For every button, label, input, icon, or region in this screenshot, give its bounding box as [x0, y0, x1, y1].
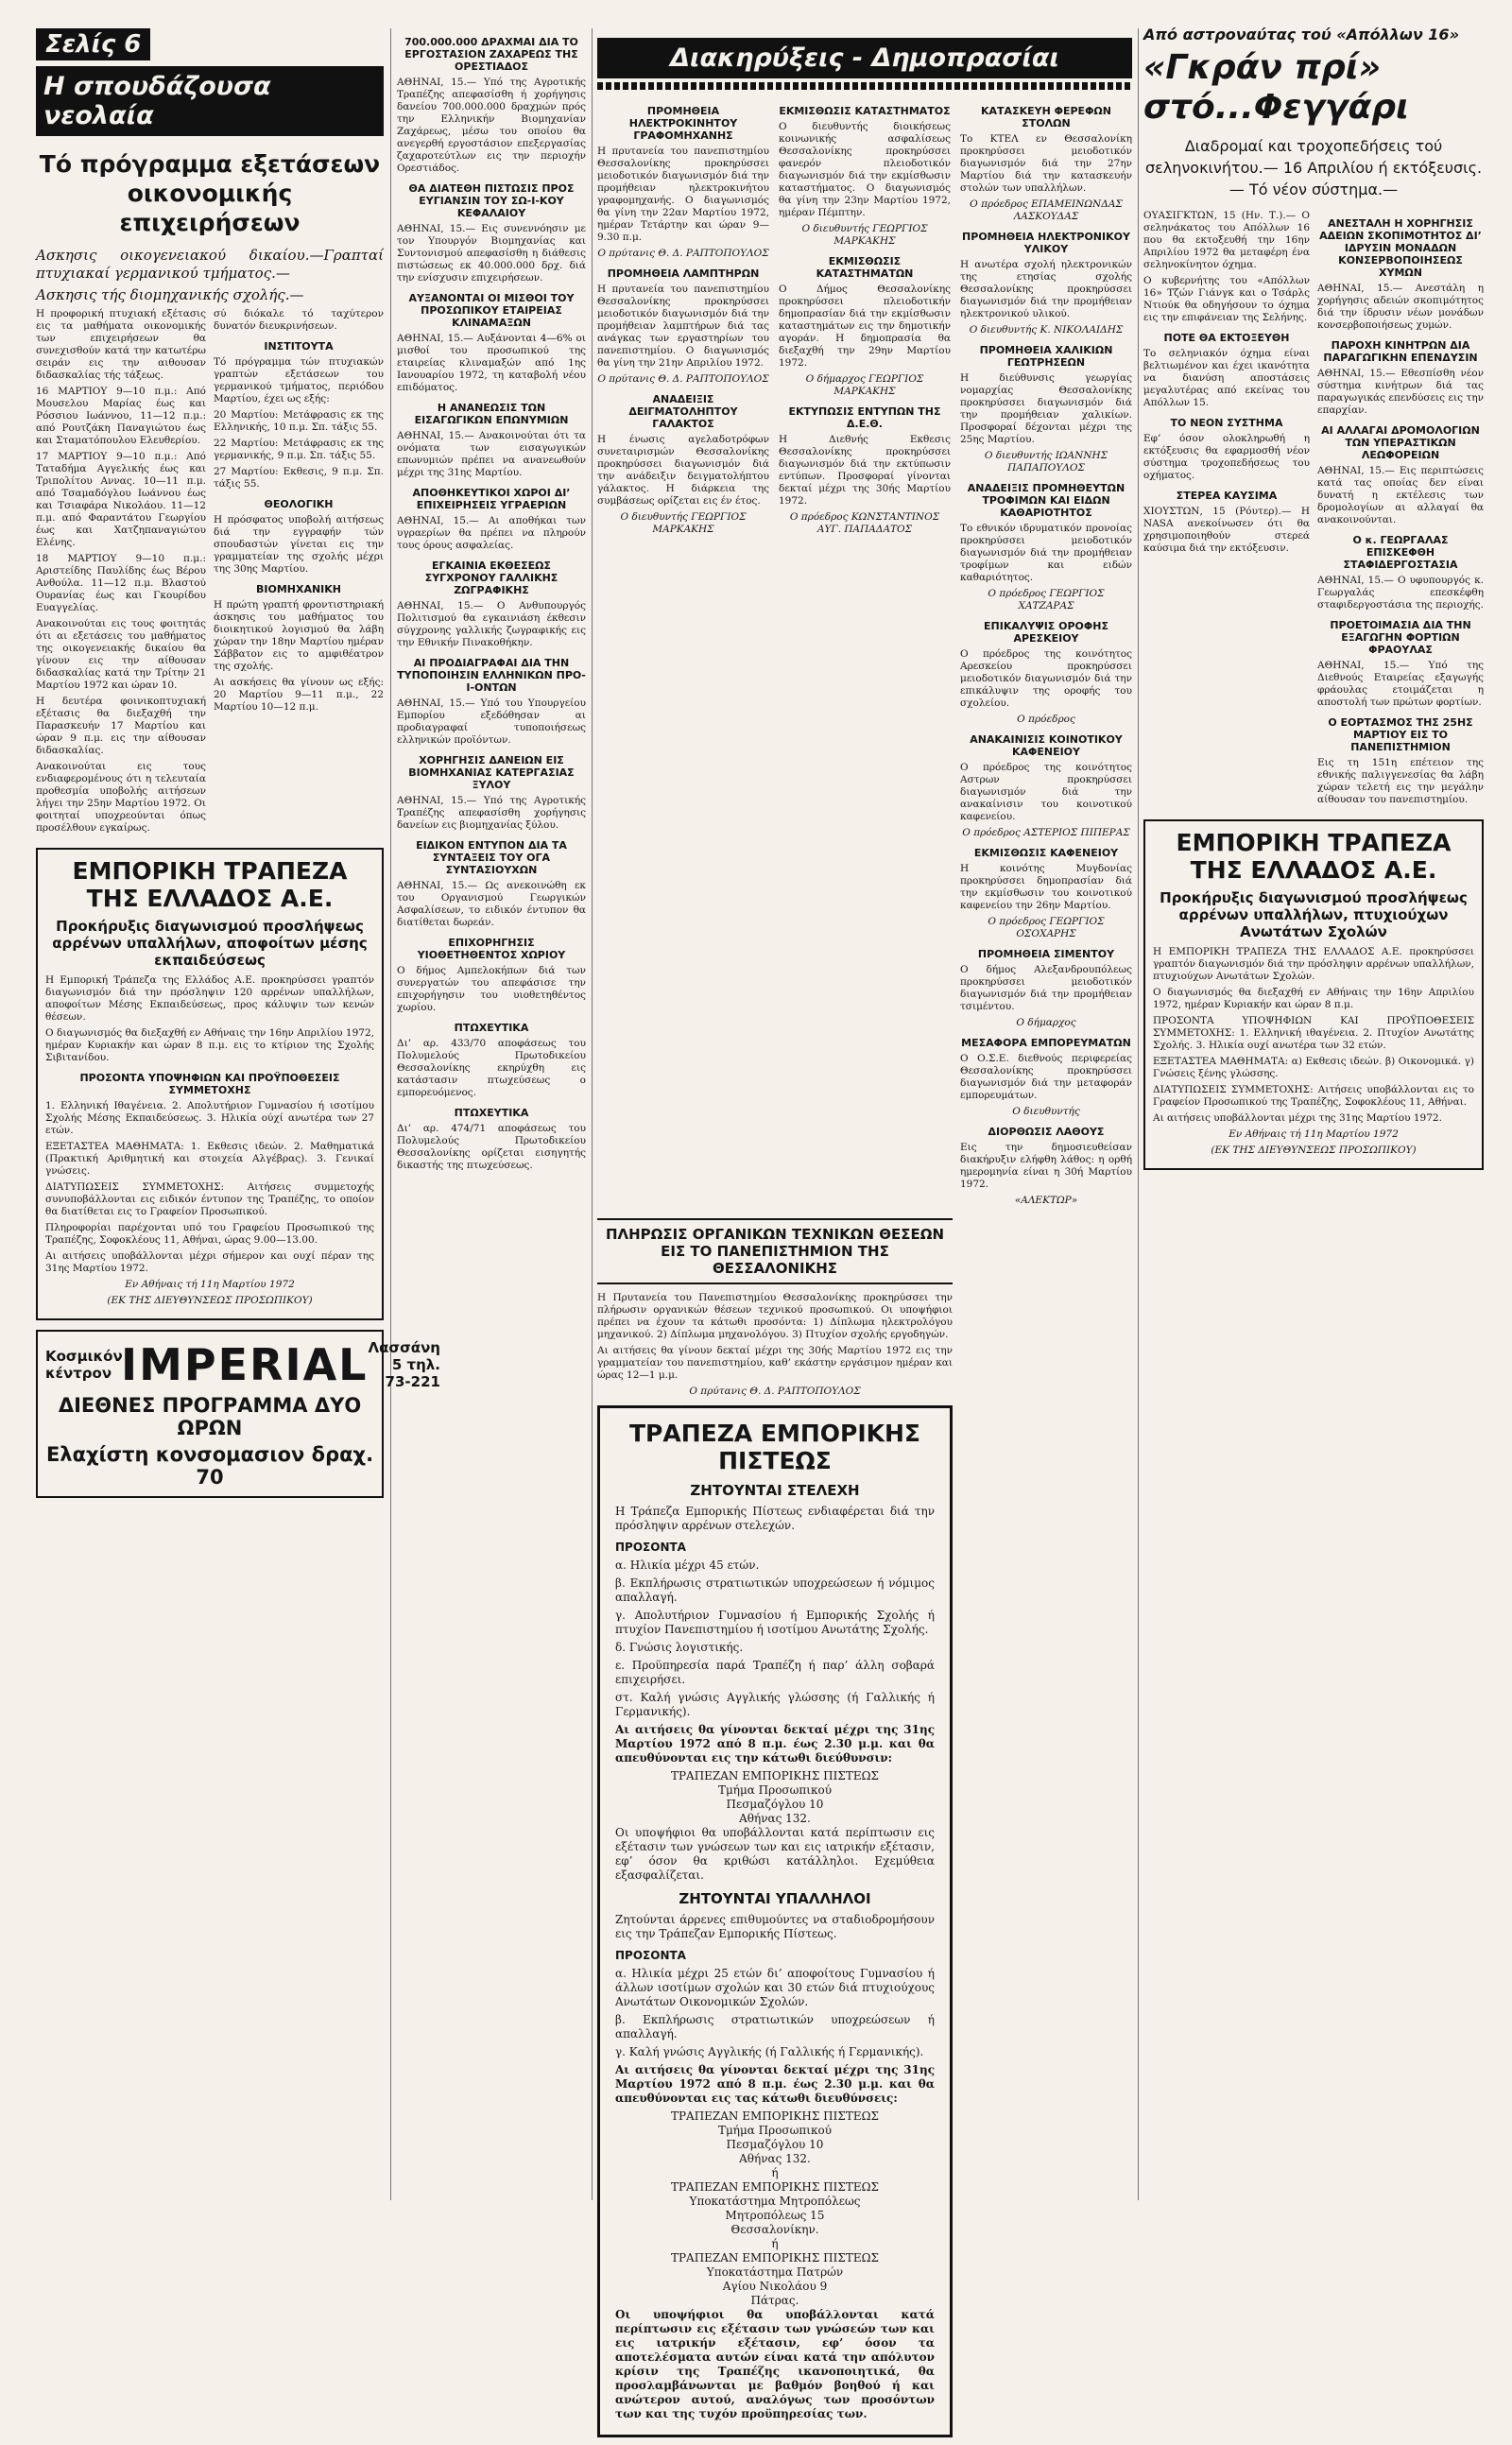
notice-item: [397, 292, 586, 394]
bank-advertisement: [36, 848, 384, 1320]
paragraph: Οι υποψήφιοι θα υποβάλλονται κατά περίπτωσιν εις εξέτασιν των γνώσεών των και εις ιατρικήν εξέτασιν, εφ’ όσον τα αποτελέσματα αυτών είναι κατά την απόλυτον κρίσιν της Τραπέζης ικανοποιητικά, θα προσλαμβάνωνται με βαθμόν βοηθού ή και ανώτερον αυτού, αναλόγως των προσόντων των και της τυχόν προϋπηρεσίας των.: [615, 2308, 935, 2420]
paragraph: Το σεληνιακόν όχημα είναι βελτιωμένον και έχει ικανότητα να διανύση αποστάσεις μεγαλυτέρας από εκείνας του Απόλλων 15.: [1143, 348, 1310, 408]
item-title: 700.000.000 ΔΡΑΧΜΑΙ ΔΙΑ ΤΟ ΕΡΓΟΣΤΑΣΙΟΝ ΖΑΧΑΡΕΩΣ ΤΗΣ ΟΡΕΣΤΙΑΔΟΣ: [404, 36, 578, 73]
subsection-heading: ΣΤΕΡΕΑ ΚΑΥΣΙΜΑ: [1176, 490, 1278, 502]
list-item: Τμήμα Προσωπικού: [717, 1783, 833, 1797]
item-text: Ο δήμος Αμπελοκήπων διά των συνεργατών του απεφάσισε την επιχορήγησιν του υιοθετηθέντος χωρίου.: [397, 965, 586, 1013]
item-text: Η πρυτανεία του πανεπιστημίου Θεσσαλονίκης προκηρύσσει μειοδοτικόν διαγωνισμόν διά την προμήθειαν ηλεκτροκινήτου γραφομηχανής. Ο διαγωνισμός θα γίνη την 22αν Μαρτίου 1972, ημέραν Τετάρτην και ώραν 9—9.30 π.μ.: [597, 146, 769, 243]
notice-item: [1317, 534, 1484, 611]
imperial-program: ΔΙΕΘΝΕΣ ΠΡΟΓΡΑΜΜΑ ΔΥΟ ΩΡΩΝ: [58, 1394, 362, 1439]
notice-title: ΠΛΗΡΩΣΙΣ ΟΡΓΑΝΙΚΩΝ ΤΕΧΝΙΚΩΝ ΘΕΣΕΩΝ ΕΙΣ ΤΟ ΠΑΝΕΠΙΣΤΗΜΙΟΝ ΤΗΣ ΘΕΣΣΑΛΟΝΙΚΗΣ: [597, 1218, 953, 1284]
ad-signature: (ΕΚ ΤΗΣ ΔΙΕΥΘΥΝΣΕΩΣ ΠΡΟΣΩΠΙΚΟΥ): [1211, 1145, 1417, 1156]
notice-item: [960, 620, 1132, 726]
item-text: Ο πρόεδρος της κοινότητος Αστρων προκηρύσσει διαγωνισμόν διά την ανακαίνισιν του κοινοτικού καφενείου.: [960, 762, 1132, 822]
ad-date: Εν Αθήναις τή 11η Μαρτίου 1972: [125, 1279, 295, 1290]
paragraph: Ο διαγωνισμός θα διεξαχθή εν Αθήναις την 16ην Απριλίου 1972, ημέραν Κυριακήν και ώραν 8 π.μ.: [1153, 987, 1474, 1010]
list-item: Πεσμαζόγλου 10: [726, 1798, 824, 1811]
paragraph: Ανακοινούται εις τους ενδιαφερομένους ότι η τελευταία προθεσμία υποβολής αιτήσεων λήγει την 25ην Μαρτίου 1972. Οι φοιτηταί υποχρεούνται όπως προσέλθουν εγκαίρως.: [36, 761, 206, 834]
paragraph: Ζητούνται άρρενες επιθυμούντες να σταδιοδρομήσουν εις την Τράπεζαν Εμπορικής Πίστεως.: [615, 1913, 935, 1940]
item-title: Ο ΕΟΡΤΑΣΜΟΣ ΤΗΣ 25ΗΣ ΜΑΡΤΙΟΥ ΕΙΣ ΤΟ ΠΑΝΕΠΙΣΤΗΜΙΟΝ: [1328, 716, 1473, 753]
item-signature: Ο διευθυντής ΓΕΩΡΓΙΟΣ ΜΑΡΚΑΚΗΣ: [620, 511, 747, 535]
paragraph: Ανακοινούται εις τους φοιτητάς ότι αι εξετάσεις του μαθήματος της οικογενειακής δικαίου θα γίνουν εις την αίθουσαν διδασκαλίας κατά την Τρίτην 21 Μαρτίου 1972 και ώραν 10.: [36, 618, 206, 691]
section-title: Διακηρύξεις - Δημοπρασίαι: [597, 38, 1132, 78]
item-title: ΠΡΟΜΗΘΕΙΑ ΛΑΜΠΤΗΡΩΝ: [607, 267, 760, 280]
item-text: ΑΘΗΝΑΙ, 15.— Υπό του Υπουργείου Εμπορίου εξεδόθησαν αι προδιαγραφαί τυποποιήσεως ελληνικών προϊόντων.: [397, 697, 586, 746]
column-student-youth: [36, 28, 440, 1498]
notice-item: [397, 754, 586, 832]
column-rule: [592, 28, 593, 2200]
paragraph: Ο διαγωνισμός θα διεξαχθή εν Αθήναις την 16ην Απριλίου 1972, ημέραν Κυριακήν και ώραν 8 π.μ. εις το κτίριον της Σχολής Σιβιτανίδου.: [45, 1027, 374, 1063]
item-text: Ο διευθυντής διοικήσεως κοινωνικής ασφαλίσεως Θεσσαλονίκης προκηρύσσει φανερόν πλειοδοτικόν διαγωνισμόν διά την εκμίσθωσιν καταστήματος. Ο διαγωνισμός θα γίνη την 23ην Μαρτίου 1972, ημέραν Πέμπτην.: [779, 121, 951, 218]
subsection-heading: ΠΟΤΕ ΘΑ ΕΚΤΟΞΕΥΘΗ: [1163, 332, 1290, 344]
list-item: ή: [771, 2237, 779, 2250]
item-title: ΕΚΜΙΣΘΩΣΙΣ ΚΑΦΕΝΕΙΟΥ: [973, 847, 1119, 859]
item-text: Η Διεθνής Εκθεσις Θεσσαλονίκης προκηρύσσει διαγωνισμόν διά την εκτύπωσιν εντύπων. Προσφοραί γίνονται δεκταί μέχρι της 30ής Μαρτίου 1972.: [779, 434, 951, 507]
paragraph: Ο κυβερνήτης του «Απόλλων 16» Τζών Γιάνγκ και ο Τσάρλς Ντιούκ θα οδηγήσουν το όχημα εις την επιφάνειαν της Σελήνης.: [1143, 275, 1310, 323]
item-title: ΠΡΟΜΗΘΕΙΑ ΗΛΕΚΤΡΟΚΙΝΗΤΟΥ ΓΡΑΦΟΜΗΧΑΝΗΣ: [628, 105, 738, 142]
notice-signature: Ο πρύτανις Θ. Δ. ΡΑΠΤΟΠΟΥΛΟΣ: [689, 1386, 861, 1397]
list-item: α. Ηλικία μέχρι 25 ετών δι’ αποφοίτους Γυμνασίου ή άλλων ισοτίμων σχολών και 30 ετών διά πτυχιούχους Ανωτάτων Οικονομικών Σχολών.: [615, 1967, 935, 2008]
item-title: ΧΟΡΗΓΗΣΙΣ ΔΑΝΕΙΩΝ ΕΙΣ ΒΙΟΜΗΧΑΝΙΑΣ ΚΑΤΕΡΓΑΣΙΑΣ ΞΥΛΟΥ: [408, 754, 575, 791]
qualifications-label: ΠΡΟΣΟΝΤΑ: [615, 1541, 686, 1554]
item-title: ΠΡΟΕΤΟΙΜΑΣΙΑ ΔΙΑ ΤΗΝ ΕΞΑΓΩΓΗΝ ΦΟΡΤΙΩΝ ΦΡΑΟΥΛΑΣ: [1330, 619, 1471, 656]
notice-item: [960, 1037, 1132, 1118]
item-signature: Ο δήμαρχος ΓΕΩΡΓΙΟΣ ΜΑΡΚΑΚΗΣ: [805, 373, 924, 397]
item-text: Η πρυτανεία του πανεπιστημίου Θεσσαλονίκης προκηρύσσει μειοδοτικόν διαγωνισμόν διά την προμήθειαν λαμπτήρων διά τας ανάγκας των εργαστηρίων του πανεπιστημίου. Ο διαγωνισμός θα γίνη την 21ην Απριλίου 1972.: [597, 284, 769, 369]
paragraph: Η πρώτη γραπτή φροντιστηριακή άσκησις του μαθήματος του διοικητικού λογισμού θα λάβη χώραν την 18ην Μαρτίου ημέραν Σάββατον εις το αμφιθέατρον της σχολής.: [214, 599, 384, 672]
deck: Διαδρομαί και τροχοπεδήσεις τού σεληνοκινήτου.— 16 Απριλίου ή εκτόξευσις.— Τό νέον σύστημα.—: [1144, 137, 1483, 198]
paragraph: Αι αιτήσεις υποβάλλονται μέχρι σήμερον και ουχί πέραν της 31ης Μαρτίου 1972.: [45, 1250, 374, 1274]
item-text: ΑΘΗΝΑΙ, 15.— Ανεστάλη η χορήγησις αδειών σκοπιμότητος διά την ίδρυσιν νέων μονάδων κονσερβοποιήσεως χυμών.: [1317, 283, 1484, 331]
item-signature: Ο πρόεδρος ΓΕΩΡΓΙΟΣ ΟΣΟΧΑΡΗΣ: [988, 916, 1105, 939]
paragraph: 27 Μαρτίου: Εκθεσις, 9 π.μ. Σπ. τάξις 55.: [214, 466, 384, 490]
item-text: ΑΘΗΝΑΙ, 15.— Ο Ανθυπουργός Πολιτισμού θα εγκαινιάση έκθεσιν σύγχρονης γαλλικής ζωγραφικής εις την Εθνικήν Πινακοθήκην.: [397, 600, 586, 648]
notice-item: [397, 182, 586, 284]
list-item: στ. Καλή γνώσις Αγγλικής γλώσσης (ή Γαλλικής ή Γερμανικής).: [615, 1691, 935, 1718]
item-text: Ο πρόεδρος της κοινότητος Αρεσκείου προκηρύσσει μειοδοτικόν διαγωνισμόν διά την επικάλυψιν της οροφής του σχολείου.: [960, 648, 1132, 709]
item-signature: Ο διευθυντής Κ. ΝΙΚΟΛΑΙΔΗΣ: [969, 324, 1124, 336]
list-item: Υποκατάστημα Πατρών: [706, 2265, 844, 2279]
hero-headline: «Γκράν πρί» στό...Φεγγάρι: [1143, 48, 1409, 127]
tenders-left: [597, 97, 769, 1211]
list-item: Αγίου Νικολάου 9: [722, 2280, 828, 2293]
subsection-heading: ΘΕΟΛΟΓΙΚΗ: [264, 498, 334, 510]
item-title: ΠΡΟΜΗΘΕΙΑ ΧΑΛΙΚΙΩΝ ΓΕΩΤΡΗΣΕΩΝ: [979, 344, 1113, 369]
notice-item: [1317, 339, 1484, 417]
item-signature: Ο δήμαρχος: [1016, 1017, 1076, 1028]
notice-item: [960, 733, 1132, 839]
notice-item: [960, 231, 1132, 336]
item-title: ΔΙΟΡΘΩΣΙΣ ΛΑΘΟΥΣ: [988, 1126, 1105, 1138]
paragraph: 17 ΜΑΡΤΙΟΥ 9—10 π.μ.: Από Ταταδήμα Αγγελικής έως και Τριπολίτου Αννας. 10—11 π.μ. από Τσαμαδόγλου Ιωάννου έως και Τσιαφάρα Νικολάου. 11—12 π.μ. από Φαραντάτου Γεωργίου έως και Χατζηπαναγιώτου Ελένης.: [36, 451, 206, 548]
list-item: ΤΡΑΠΕΖΑΝ ΕΜΠΟΡΙΚΗΣ ΠΙΣΤΕΩΣ: [670, 2180, 880, 2194]
item-text: Η διεύθυνσις γεωργίας νομαρχίας Θεσσαλονίκης προκηρύσσει διαγωνισμόν διά την προμήθειαν χαλικίων. Προσφοραί δέχονται μέχρι της 25ης Μαρτίου.: [960, 372, 1132, 445]
list-item: Τμήμα Προσωπικού: [717, 2124, 833, 2137]
notice-item: [779, 405, 951, 536]
list-item: δ. Γνώσις λογιστικής.: [615, 1641, 744, 1654]
item-text: ΑΘΗΝΑΙ, 15.— Αυξάνονται 4—6% οι μισθοί του προσωπικού της εταιρείας κλιναμαξών από 1ης Ιανουαρίου 1972, τη καταβολή νέου επιδόματος.: [397, 333, 586, 393]
item-signature: Ο πρόεδρος ΑΣΤΕΡΙΟΣ ΠΙΠΕΡΑΣ: [962, 827, 1130, 838]
ad-signature: (ΕΚ ΤΗΣ ΔΙΕΥΘΥΝΣΕΩΣ ΠΡΟΣΩΠΙΚΟΥ): [107, 1295, 313, 1306]
notice-item: [779, 105, 951, 248]
apollo-article: [1143, 210, 1310, 810]
paragraph: Η Τράπεζα Εμπορικής Πίστεως ενδιαφέρεται διά την πρόσληψιν αρρένων στελεχών.: [615, 1505, 935, 1532]
paragraph: ΕΞΕΤΑΣΤΕΑ ΜΑΘΗΜΑΤΑ: 1. Εκθεσις ιδεών. 2. Μαθηματικά (Πρακτική Αριθμητική και στοιχεία Αλγέβρας). 3. Γενικαί γνώσεις.: [45, 1141, 374, 1177]
paragraph: Πληροφορίαι παρέχονται υπό του Γραφείου Προσωπικού της Τραπέζης, Σοφοκλέους 11, Αθήναι, ώρας 9.00—13.00.: [45, 1222, 374, 1246]
item-text: ΑΘΗΝΑΙ, 15.— Εις περιπτώσεις κατά τας οποίας δεν είναι δυνατή η εκτέλεσις των δρομολογίων αι αλλαγαί θα ανακοινούνται.: [1317, 465, 1484, 525]
page-label: Σελίς 6: [36, 28, 150, 60]
imperial-minimum: Ελαχίστη κονσομασιον δραχ. 70: [45, 1443, 374, 1489]
article-body-continued: [214, 308, 384, 838]
paragraph: ΔΙΑΤΥΠΩΣΕΙΣ ΣΥΜΜΕΤΟΧΗΣ: Αιτήσεις συμμετοχής συνυποβάλλονται εις ειδικόν έντυπον της Τραπέζης, το οποίον θα διατίθεται εις το Γραφείον Προσωπικού.: [45, 1181, 374, 1217]
column-news-briefs: [397, 28, 586, 1176]
notice-item: [397, 36, 586, 175]
paragraph: 20 Μαρτίου: Μετάφρασις εκ της Ελληνικής, 10 π.μ. Σπ. τάξις 55.: [214, 409, 384, 433]
trapeza-emporikis-pisteos-ad: [597, 1405, 953, 2437]
list-item: Υποκατάστημα Μητροπόλεως: [689, 2195, 861, 2208]
item-title: ΠΑΡΟΧΗ ΚΙΝΗΤΡΩΝ ΔΙΑ ΠΑΡΑΓΩΓΙΚΗΝ ΕΠΕΝΔΥΣΙΝ: [1323, 339, 1478, 364]
subsection-heading: ΒΙΟΜΗΧΑΝΙΚΗ: [255, 583, 341, 595]
item-text: ΑΘΗΝΑΙ, 15.— Υπό της Διεθνούς Εταιρείας εξαγωγής φράουλας ετοιμάζεται η αποστολή των πρώτων φορτίων.: [1317, 660, 1484, 708]
notice-item: [960, 105, 1132, 223]
paragraph: ΕΞΕΤΑΣΤΕΑ ΜΑΘΗΜΑΤΑ: α) Εκθεσις ιδεών. β) Οικονομικά. γ) Γνώσεις ξένης γλώσσης.: [1153, 1056, 1474, 1079]
notice-item: [397, 937, 586, 1014]
notice-item: [597, 105, 769, 260]
item-text: Η ένωσις αγελαδοτρόφων συνεταιρισμών Θεσσαλονίκης προκηρύσσει διαγωνισμόν διά την ανάδειξιν δειγματολήπτου γάλακτος. Η διάρκεια της συμβάσεως ορίζεται εις έν έτος.: [597, 434, 769, 507]
item-title: ΠΤΩΧΕΥΤΙΚΑ: [454, 1107, 529, 1119]
item-signature: Ο διευθυντής: [1012, 1106, 1080, 1117]
item-text: Ο δήμος Αλεξανδρουπόλεως προκηρύσσει μειοδοτικόν διαγωνισμόν διά την προμήθειαν τσιμέντου.: [960, 964, 1132, 1012]
list-item: Θεσσαλονίκην.: [730, 2223, 819, 2236]
list-item: Πάτρας.: [750, 2294, 799, 2307]
ad-title: ΕΜΠΟΡΙΚΗ ΤΡΑΠΕΖΑ ΤΗΣ ΕΛΛΑΔΟΣ Α.Ε.: [1176, 829, 1452, 884]
item-title: ΕΚΜΙΣΘΩΣΙΣ ΚΑΤΑΣΤΗΜΑΤΟΣ: [779, 105, 951, 117]
item-title: ΚΑΤΑΣΚΕΥΗ ΦΕΡΕΦΩΝ ΣΤΟΛΩΝ: [981, 105, 1111, 129]
qualifications-list: [615, 1558, 935, 1719]
imperial-address: Λασσάνη 5 τηλ. 73-221: [368, 1339, 440, 1390]
paragraph: Τό πρόγραμμα τών πτυχιακών γραπτών εξετάσεων του γερμανικού τμήματος, περιόδου Μαρτίου, έχει ως εξής:: [214, 356, 384, 405]
list-item: β. Εκπλήρωσις στρατιωτικών υποχρεώσεων ή απαλλαγή.: [615, 2013, 935, 2040]
item-title: ΑΙ ΑΛΛΑΓΑΙ ΔΡΟΜΟΛΟΓΙΩΝ ΤΩΝ ΥΠΕΡΑΣΤΙΚΩΝ ΛΕΩΦΟΡΕΙΩΝ: [1321, 424, 1480, 461]
item-title: ΕΠΙΧΟΡΗΓΗΣΙΣ ΥΙΟΘΕΤΗΘΕΝΤΟΣ ΧΩΡΙΟΥ: [417, 937, 566, 961]
item-text: ΑΘΗΝΑΙ, 15.— Εθεσπίσθη νέον σύστημα κινήτρων διά τας παραγωγικάς επενδύσεις εις την επαρχίαν.: [1317, 368, 1484, 416]
qualifications-label: ΠΡΟΣΟΝΤΑ: [615, 1949, 686, 1962]
paragraph: ΟΥΑΣΙΓΚΤΩΝ, 15 (Ην. Τ.).— Ο σεληνάκατος του Απόλλων 16 που θα εκτοξευθή την 16ην Απριλίου 1972 θα μεταφέρη ένα σεληνοκίνητον όχημα.: [1143, 210, 1310, 270]
paragraph: Η ΕΜΠΟΡΙΚΗ ΤΡΑΠΕΖΑ ΤΗΣ ΕΛΛΑΔΟΣ Α.Ε. προκηρύσσει γραπτόν διαγωνισμόν διά την πρόσληψιν αρρένων υπαλλήλων, πτυχιούχων Ανωτάτων Σχολών.: [1153, 946, 1474, 982]
notice-item: [397, 560, 586, 649]
notice-item: [397, 1107, 586, 1172]
paragraph: Αι αιτήσεις θα γίνονται δεκταί μέχρι της 31ης Μαρτίου 1972 από 8 π.μ. έως 2.30 μ.μ. και θα απευθύνονται εις την κάτωθι διεύθυνσιν:: [615, 1723, 935, 1765]
item-text: ΑΘΗΝΑΙ, 15.— Υπό της Αγροτικής Τραπέζης απεφασίσθη ή χορήγησις δανείου 700.000.000 δραχμών πρός την Ελληνικήν Βιομηχανίαν Ζαχάρεως, μέσω του οποίου θα ανεγερθή εργοστάσιον επεξεργασίας ζαχαροτεύτλων εις την περιοχήν Ορεστιάδος.: [397, 77, 586, 174]
item-title: ΠΡΟΜΗΘΕΙΑ ΗΛΕΚΤΡΟΝΙΚΟΥ ΥΛΙΚΟΥ: [962, 231, 1130, 255]
notice-item: [1317, 424, 1484, 526]
column-apollo: [1143, 28, 1484, 1179]
list-item: γ. Απολυτήριον Γυμνασίου ή Εμπορικής Σχολής ή πτυχίον Πανεπιστημίου ή ισοτίμου Ανωτάτης Σχολής.: [615, 1609, 935, 1636]
item-title: ΠΤΩΧΕΥΤΙΚΑ: [454, 1022, 529, 1034]
item-text: Η ανωτέρα σχολή ηλεκτρονικών της ετησίας σχολής Θεσσαλονίκης προκηρύσσει διαγωνισμόν διά την προμήθειαν ηλεκτρονικού υλικού.: [960, 259, 1132, 319]
paragraph: Η Εμπορική Τράπεζα της Ελλάδος Α.Ε. προκηρύσσει γραπτόν διαγωνισμόν διά την πρόσληψιν 120 αρρένων υπαλλήλων, αποφοίτων Μέσης Εκπαιδεύσεως, προς κάλυψιν των κενών θέσεων.: [45, 974, 374, 1023]
subsection-heading: ΠΡΟΣΟΝΤΑ ΥΠΟΨΗΦΙΩΝ ΚΑΙ ΠΡΟΫΠΟΘΕΣΕΙΣ ΣΥΜΜΕΤΟΧΗΣ: [79, 1072, 340, 1096]
subsection-heading: ΤΟ ΝΕΟΝ ΣΥΣΤΗΜΑ: [1170, 417, 1283, 429]
paragraph: Η προφορική πτυχιακή εξέτασις εις τα μαθήματα οικονομικής των επιχειρήσεων θα συνεχισθούν κατά την κατωτέρω σειράν εις την αιθουσαν διδασκαλίας τής τάξεως.: [36, 308, 206, 381]
list-item: Αθήνας 132.: [739, 1812, 811, 1825]
notice-item: [397, 657, 586, 747]
paragraph: ΔΙΑΤΥΠΩΣΕΙΣ ΣΥΜΜΕΤΟΧΗΣ: Αιτήσεις υποβάλλονται εις το Γραφείον Προσωπικού της Τραπέζης, Σοφοκλέους 11, Αθήναι.: [1153, 1084, 1474, 1108]
item-title: ΑΙ ΠΡΟΔΙΑΓΡΑΦΑΙ ΔΙΑ ΤΗΝ ΤΥΠΟΠΟΙΗΣΙΝ ΕΛΛΗΝΙΚΩΝ ΠΡΟ-Ι-ΟΝΤΩΝ: [397, 657, 586, 694]
ad-subtitle: Προκήρυξις διαγωνισμού προσλήψεως αρρένων υπαλλήλων, αποφοίτων μέσης εκπαιδεύσεως: [52, 918, 368, 969]
item-signature: Ο πρόεδρος ΕΠΑΜΕΙΝΩΝΔΑΣ ΛΑΣΚΟΥΔΑΣ: [970, 198, 1123, 222]
tenders-right: [960, 97, 1132, 1211]
bank-advertisement: [1143, 819, 1484, 1170]
item-text: ΑΘΗΝΑΙ, 15.— Αι αποθήκαι των υγραερίων θα πρέπει να πληρούν τους όρους ασφαλείας.: [397, 515, 586, 551]
item-text: ΑΘΗΝΑΙ, 15.— Εις συνεννόησιν με τον Υπουργόν Βιομηχανίας και Συντονισμού απεφασίσθη η διάθεσις πιστώσεως εκ 40.000.000 δρχ. διά την ενίσχυσιν επιχειρήσεων.: [397, 223, 586, 284]
ad-date: Εν Αθήναις τή 11η Μαρτίου 1972: [1228, 1128, 1399, 1140]
notice-item: [960, 1126, 1132, 1207]
paragraph: Η Πρυτανεία του Πανεπιστημίου Θεσσαλονίκης προκηρύσσει την πλήρωσιν οργανικών θέσεων τεχνικού προσωπικού. Οι υποψήφιοι πρέπει να έχουν τα κάτωθι προσόντα: 1) Δίπλωμα ηλεκτρολόγου μηχανικού. 2) Δίπλωμα μηχανολόγου. 3) Πτυχίον σχολής εργοδηγών.: [597, 1292, 953, 1340]
item-signature: «ΑΛΕΚΤΩΡ»: [1014, 1195, 1078, 1206]
item-title: ΑΥΞΑΝΟΝΤΑΙ ΟΙ ΜΙΣΘΟΙ ΤΟΥ ΠΡΟΣΩΠΙΚΟΥ ΕΤΑΙΡΕΙΑΣ ΚΛΙΝΑΜΑΞΩΝ: [408, 292, 575, 329]
university-notice: [597, 1218, 953, 1398]
item-text: Ο Ο.Σ.Ε. διεθνούς περιφερείας Θεσσαλονίκης προκηρύσσει διαγωνισμόν διά την μεταφοράν εμπορευμάτων.: [960, 1053, 1132, 1101]
item-signature: Ο διευθυντής ΓΕΩΡΓΙΟΣ ΜΑΡΚΑΚΗΣ: [801, 223, 928, 247]
address-block: [615, 1769, 935, 1826]
item-text: Το ΚΤΕΛ εν Θεσσαλονίκη προκηρύσσει μειοδοτικόν διαγωνισμόν διά την 27ην Μαρτίου διά την κατασκευήν στολών των υπαλλήλων.: [960, 133, 1132, 194]
list-item: ΤΡΑΠΕΖΑΝ ΕΜΠΟΡΙΚΗΣ ΠΙΣΤΕΩΣ: [670, 2109, 880, 2123]
headline: Τό πρόγραμμα εξετάσεων οικονομικής επιχειρήσεων: [39, 150, 381, 236]
list-item: Πεσμαζόγλου 10: [726, 2138, 824, 2151]
subsection-heading: ΙΝΣΤΙΤΟΥΤΑ: [264, 340, 334, 353]
paragraph: 1. Ελληνική Ιθαγένεια. 2. Απολυτήριον Γυμνασίου ή ισοτίμου Σχολής Μέσης Εκπαιδεύσεως. 3. Ηλικία ούχί ανωτέρα των 27 ετών.: [45, 1100, 374, 1136]
notice-item: [1317, 716, 1484, 806]
item-text: Το εθνικόν ιδρυματικόν προνοίας προκηρύσσει μειοδοτικόν διαγωνισμόν διά την προμήθειαν τροφίμων και ειδών καθαριότητος.: [960, 523, 1132, 583]
item-title: ΘΑ ΔΙΑΤΕΘΗ ΠΙΣΤΩΣΙΣ ΠΡΟΣ ΕΥΓΙΑΝΣΙΝ ΤΟΥ ΣΩ-Ι-ΚΟΥ ΚΕΦΑΛΑΙΟΥ: [408, 182, 575, 219]
item-signature: Ο πρύτανις Θ. Δ. ΡΑΠΤΟΠΟΥΛΟΣ: [597, 248, 769, 259]
paragraph: 22 Μαρτίου: Μετάφρασις εκ της γερμανικής, 9 π.μ. Σπ. τάξις 55.: [214, 438, 384, 461]
list-item: ή: [771, 2166, 779, 2179]
bank-title: ΤΡΑΠΕΖΑ ΕΜΠΟΡΙΚΗΣ ΠΙΣΤΕΩΣ: [628, 1420, 921, 1474]
subheadline: Ασκησις οικογενειακού δικαίου.—Γραπταί πτυχιακαί γερμανικού τμήματος.—: [36, 247, 384, 282]
paragraph: Εφ’ όσον ολοκληρωθή η εκτόξευσις θα εφαρμοσθή νέον σύστημα τροχοπεδήσεως του οχήματος.: [1143, 433, 1310, 481]
notice-item: [397, 402, 586, 479]
item-signature: Ο πρόεδρος: [1017, 714, 1075, 725]
paragraph: Οι υποψήφιοι θα υποβάλλονται κατά περίπτωσιν εις εξέτασιν των γνώσεων των και εις ιατρικήν εξέτασιν, εφ’ όσον θα κριθώσι κατάλληλοι. Εχεμύθεια εξασφαλίζεται.: [615, 1826, 935, 1882]
item-text: ΑΘΗΝΑΙ, 15.— Υπό της Αγροτικής Τραπέζης απεφασίσθη χορήγησις δανείων εις βιομηχανίας ξύλου.: [397, 795, 586, 831]
bank-heading: ΖΗΤΟΥΝΤΑΙ ΣΤΕΛΕΧΗ: [690, 1482, 860, 1499]
section-title: Η σπουδάζουσα νεολαία: [36, 66, 384, 136]
list-item: ΤΡΑΠΕΖΑΝ ΕΜΠΟΡΙΚΗΣ ΠΙΣΤΕΩΣ: [670, 1769, 880, 1782]
item-signature: Ο πρόεδρος ΚΩΝΣΤΑΝΤΙΝΟΣ ΑΥΓ. ΠΑΠΑΔΑΤΟΣ: [789, 511, 940, 535]
notice-item: [1317, 619, 1484, 709]
column-tenders: [597, 28, 1132, 2445]
qualifications-list: [615, 1967, 935, 2059]
ad-subtitle: Προκήρυξις διαγωνισμού προσλήψεως αρρένων υπαλλήλων, πτυχιούχων Ανωτάτων Σχολών: [1160, 889, 1468, 940]
notice-item: [960, 948, 1132, 1029]
column-rule: [390, 28, 391, 2200]
imperial-venue-type: Κοσμικόν κέντρον: [45, 1348, 123, 1382]
item-signature: Ο πρόεδρος ΓΕΩΡΓΙΟΣ ΧΑΤΖΑΡΑΣ: [988, 588, 1105, 611]
subheadline: Ασκησις τής διομηχανικής σχολής.—: [36, 286, 304, 303]
item-title: ΕΚΜΙΣΘΩΣΙΣ ΚΑΤΑΣΤΗΜΑΤΩΝ: [816, 255, 914, 280]
item-text: ΑΘΗΝΑΙ, 15.— Ανακοινούται ότι τα ονόματα των εισαγωγικών επωνυμιών πρέπει να ανανεωθούν μέχρι της 31ης Μαρτίου.: [397, 430, 586, 478]
item-text: Εις τη 151η επέτειον της εθνικής παλιγγενεσίας θα λάβη χώραν τελετή εις την μεγάλην αίθουσαν του πανεπιστημίου.: [1317, 757, 1484, 805]
item-title: ΠΡΟΜΗΘΕΙΑ ΣΙΜΕΝΤΟΥ: [977, 948, 1115, 960]
item-title: ΑΝΑΔΕΙΞΙΣ ΠΡΟΜΗΘΕΥΤΩΝ ΤΡΟΦΙΜΩΝ ΚΑΙ ΕΙΔΩΝ ΚΑΘΑΡΙΟΤΗΤΟΣ: [967, 482, 1125, 519]
item-title: ΕΓΚΑΙΝΙΑ ΕΚΘΕΣΕΩΣ ΣΥΓΧΡΟΝΟΥ ΓΑΛΛΙΚΗΣ ΖΩΓΡΑΦΙΚΗΣ: [424, 560, 558, 596]
notice-item: [960, 482, 1132, 612]
paragraph: Η πρόσφατος υποβολή αιτήσεως διά την εγγραφήν τών σπουδαστών γίνεται εις την γραμματείαν της σχολής μέχρι της 30ης Μαρτίου.: [214, 514, 384, 575]
item-text: Η κοινότης Μυγδονίας προκηρύσσει δημοπρασίαν διά την εκμίσθωσιν του κοινοτικού καφενείου την 26ην Μαρτίου.: [960, 863, 1132, 911]
item-signature: Ο διευθυντής ΙΩΑΝΝΗΣ ΠΑΠΑΠΟΥΛΟΣ: [984, 450, 1108, 474]
item-text: Εις την δημοσιευθείσαν διακήρυξιν ελήφθη λάθος: η ορθή ημερομηνία είναι η 30ή Μαρτίου 1972.: [960, 1142, 1132, 1190]
item-text: ΑΘΗΝΑΙ, 15.— Ως ανεκοινώθη εκ του Οργανισμού Γεωργικών Ασφαλίσεων, το ειδικόν έντυπον θα διατίθεται δωρεάν.: [397, 880, 586, 928]
list-item: ε. Προϋπηρεσία παρά Τραπέζη ή παρ’ άλλη σοβαρά επιχειρήσει.: [615, 1659, 935, 1686]
paragraph: Αι ασκήσεις θα γίνουν ως εξής: 20 Μαρτίου 9—11 π.μ., 22 Μαρτίου 10—12 π.μ.: [214, 677, 384, 713]
notice-item: [960, 847, 1132, 940]
paragraph: ΧΙΟΥΣΤΩΝ, 15 (Ρόυτερ).— Η NASA ανεκοίνωσεν ότι θα χρησιμοποιηθούν στερεά καύσιμα διά την εκτόξευσιν.: [1143, 506, 1310, 554]
notice-item: [397, 839, 586, 929]
list-item: ΤΡΑΠΕΖΑΝ ΕΜΠΟΡΙΚΗΣ ΠΙΣΤΕΩΣ: [670, 2251, 880, 2264]
paragraph: Αι αιτήσεις υποβάλλονται μέχρι της 31ης Μαρτίου 1972.: [1153, 1112, 1442, 1124]
notice-item: [397, 1022, 586, 1099]
notice-item: [597, 267, 769, 386]
item-signature: Ο πρύτανις Θ. Δ. ΡΑΠΤΟΠΟΥΛΟΣ: [597, 373, 769, 385]
item-text: Ο Δήμος Θεσσαλονίκης προκηρύσσει πλειοδοτικήν δημοπρασίαν διά την εκμίσθωσιν καταστημάτων εις την δημοτικήν αγοράν. Η δημοπρασία θα διεξαχθή την 29ην Μαρτίου 1972.: [779, 284, 951, 369]
notice-item: [397, 487, 586, 552]
item-text: Δι’ αρ. 474/71 αποφάσεως του Πολυμελούς Πρωτοδικείου Θεσσαλονίκης ορίζεται εισηγητής δικαστής της πτωχεύσεως.: [397, 1123, 586, 1171]
notice-item: [597, 393, 769, 536]
imperial-name: IMPERIAL: [121, 1339, 369, 1390]
notice-item: [1317, 217, 1484, 332]
item-title: ΑΝΑΔΕΙΞΙΣ ΔΕΙΓΜΑΤΟΛΗΠΤΟΥ ΓΑΛΑΚΤΟΣ: [628, 393, 738, 430]
paragraph: σύ διόκαλε τό ταχύτερον δυνατόν διευκρινήσεων.: [214, 308, 384, 332]
notice-item: [779, 255, 951, 398]
ad-title: ΕΜΠΟΡΙΚΗ ΤΡΑΠΕΖΑ ΤΗΣ ΕΛΛΑΔΟΣ Α.Ε.: [72, 857, 348, 912]
list-item: α. Ηλικία μέχρι 45 ετών.: [615, 1558, 760, 1572]
column-rule: [1138, 28, 1139, 2200]
item-title: ΕΚΤΥΠΩΣΙΣ ΕΝΤΥΠΩΝ ΤΗΣ Δ.Ε.Θ.: [788, 405, 941, 430]
item-title: ΑΝΑΚΑΙΝΙΣΙΣ ΚΟΙΝΟΤΙΚΟΥ ΚΑΦΕΝΕΙΟΥ: [970, 733, 1123, 758]
list-item: Αθήνας 132.: [739, 2152, 811, 2165]
item-title: ΑΠΟΘΗΚΕΥΤΙΚΟΙ ΧΩΡΟΙ ΔΙ’ ΕΠΙΧΕΙΡΗΣΕΙΣ ΥΓΡΑΕΡΙΩΝ: [412, 487, 571, 511]
paragraph: Η δευτέρα φοινικοπτυχιακή εξέτασις θα διεξαχθή την Παρασκευήν 17 Μαρτίου και ώραν 9 π.μ. εις την αίθουσαν διδασκαλίας.: [36, 696, 206, 756]
list-item: Μητροπόλεως 15: [725, 2209, 825, 2222]
paragraph: ΠΡΟΣΟΝΤΑ ΥΠΟΨΗΦΙΩΝ ΚΑΙ ΠΡΟΫΠΟΘΕΣΕΙΣ ΣΥΜΜΕΤΟΧΗΣ: 1. Ελληνική ιθαγένεια. 2. Πτυχίον Ανωτάτης Σχολής. 3. Ηλικία ουχί ανωτέρα των 32 ετών.: [1153, 1015, 1474, 1051]
news-briefs-right: [1317, 210, 1484, 810]
article-body: [36, 308, 206, 838]
item-text: ΑΘΗΝΑΙ, 15.— Ο υφυπουργός κ. Γεωργαλάς επεσκέφθη σταφιδεργοστάσια της περιοχής.: [1317, 575, 1484, 611]
list-item: β. Εκπλήρωσις στρατιωτικών υποχρεώσεων ή νόμιμος απαλλαγή.: [615, 1576, 935, 1604]
paragraph: Αι αιτήσεις θα γίνονται δεκταί μέχρι της 31ης Μαρτίου 1972 από 8 π.μ. έως 2.30 μ.μ. και θα απευθύνονται εις τας κάτωθι διευθύνσεις:: [615, 2063, 935, 2105]
imperial-advertisement: [36, 1330, 440, 1498]
paragraph: Αι αιτήσεις θα γίνουν δεκταί μέχρι της 30ής Μαρτίου 1972 εις την γραμματείαν του πανεπιστημίου, καθ’ εκάστην εργάσιμον ημέραν και ώρας 12—1 μ.μ.: [597, 1345, 953, 1381]
tenders-middle: [779, 97, 951, 1211]
item-text: Δι’ αρ. 433/70 αποφάσεως του Πολυμελούς Πρωτοδικείου Θεσσαλονίκης εκηρύχθη εις κατάστασιν πτωχεύσεως ο εμπορευόμενος.: [397, 1038, 586, 1098]
item-title: ΕΠΙΚΑΛΥΨΙΣ ΟΡΟΦΗΣ ΑΡΕΣΚΕΙΟΥ: [984, 620, 1108, 645]
decorative-stripe: [597, 82, 1132, 90]
item-title: ΕΙΔΙΚΟΝ ΕΝΤΥΠΟΝ ΔΙΑ ΤΑ ΣΥΝΤΑΞΕΙΣ ΤΟΥ ΟΓΑ ΣΥΝΤΑΣΙΟΥΧΩΝ: [416, 839, 567, 876]
item-title: Η ΑΝΑΝΕΩΣΙΣ ΤΩΝ ΕΙΣΑΓΩΓΙΚΩΝ ΕΠΩΝΥΜΙΩΝ: [414, 402, 569, 426]
notice-item: [960, 344, 1132, 474]
list-item: γ. Καλή γνώσις Αγγλικής (ή Γαλλικής ή Γερμανικής).: [615, 2045, 924, 2058]
paragraph: 16 ΜΑΡΤΙΟΥ 9—10 π.μ.: Από Μουσελου Μαρίας έως και Ρόσσιου Ιωάννου, 11—12 π.μ.: από Ρουτζάκη Παναγιώτου έως και Σταματόπουλου Ελευθερίου.: [36, 386, 206, 446]
address-block: [615, 2109, 935, 2308]
paragraph: 18 ΜΑΡΤΙΟΥ 9—10 π.μ.: Αριστείδης Παυλίδης έως Βέρου Ανθούλα. 11—12 π.μ. Βλαστού Ουρανίας έως και Γκουρίδου Ευαγγελίας.: [36, 553, 206, 613]
item-title: Ο κ. ΓΕΩΡΓΑΛΑΣ ΕΠΙΣΚΕΦΘΗ ΣΤΑΦΙΔΕΡΓΟΣΤΑΣΙΑ: [1343, 534, 1458, 571]
kicker: Από αστροναύτας τού «Απόλλων 16»: [1143, 26, 1459, 43]
item-title: ΜΕΣΑΦΟΡΑ ΕΜΠΟΡΕΥΜΑΤΩΝ: [961, 1037, 1131, 1049]
bank-heading: ΖΗΤΟΥΝΤΑΙ ΥΠΑΛΛΗΛΟΙ: [679, 1890, 871, 1907]
item-title: ΑΝΕΣΤΑΛΗ Η ΧΟΡΗΓΗΣΙΣ ΑΔΕΙΩΝ ΣΚΟΠΙΜΟΤΗΤΟΣ ΔΙ’ ΙΔΡΥΣΙΝ ΜΟΝΑΔΩΝ ΚΟΝΣΕΡΒΟΠΟΙΗΣΕΩΣ ΧΥΜΩΝ: [1319, 217, 1482, 279]
